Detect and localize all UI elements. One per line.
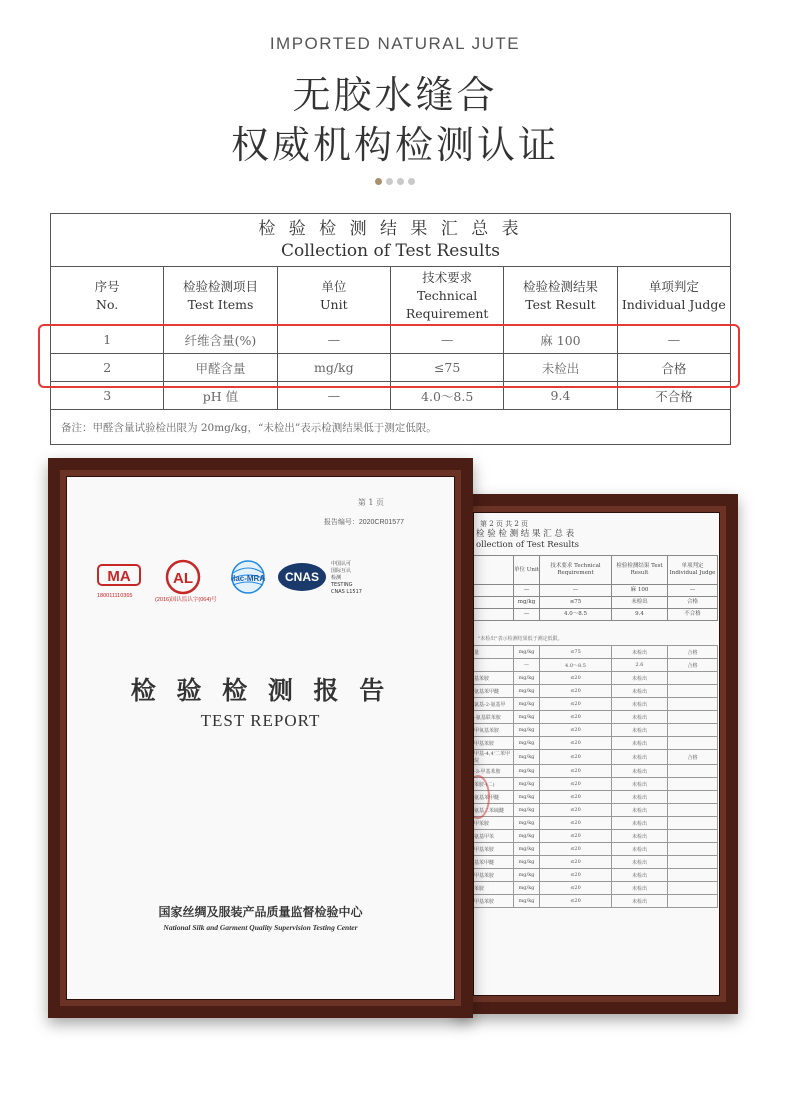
ma-logo-icon (97, 559, 141, 593)
cover-header: 第 1 页 (357, 498, 384, 507)
page2-title-en: ollection of Test Results (476, 540, 580, 550)
page2-detail-cell: ≤20 (540, 830, 612, 843)
table-title (51, 214, 731, 267)
column-header-en: Technical Requirement (405, 288, 489, 321)
page2-detail-cell (668, 685, 718, 698)
page2-detail-cell: 4.0～8.5 (540, 659, 612, 672)
page2-detail-cell: mg/kg (514, 778, 540, 791)
ilac-mra-logo-icon (225, 559, 271, 595)
pagination-dot (397, 178, 404, 185)
page2-detail-cell: 未检出 (612, 817, 668, 830)
page2-detail-cell: 甲基苯胺 (474, 843, 514, 856)
page2-detail-cell: mg/kg (514, 817, 540, 830)
heading-line-1: 无胶水缝合 (292, 73, 498, 117)
ma-caption: 180011110365 (97, 593, 133, 599)
page2-detail-cell: 未检出 (612, 895, 668, 908)
page2-detail-cell: mg/kg (514, 765, 540, 778)
page2-detail-cell: mg/kg (514, 685, 540, 698)
page2-detail-cell: mg/kg (514, 711, 540, 724)
page2-detail-cell (668, 882, 718, 895)
pagination-dots (0, 170, 790, 189)
certification-logos (97, 559, 397, 619)
cnas-text (331, 561, 362, 596)
page2-column-header: 单项判定 Individual Judge (668, 556, 718, 585)
pagination-dot (386, 178, 393, 185)
page2-blank-cell (474, 597, 514, 609)
pagination-dot (408, 178, 415, 185)
column-header (617, 267, 730, 326)
page2-row (474, 585, 718, 597)
table-cell-item: 纤维含量(%) (164, 326, 277, 354)
page2-detail-cell: 甲基-4,4'二苯甲烷 (474, 750, 514, 765)
table-cell-unit: — (277, 382, 390, 410)
page2-detail-cell (668, 895, 718, 908)
page2-detail-row (474, 672, 718, 685)
page2-detail-cell (474, 659, 514, 672)
page2-detail-row (474, 685, 718, 698)
page2-detail-cell: ≤20 (540, 869, 612, 882)
page2-detail-cell: 基苯甲醚 (474, 856, 514, 869)
page2-detail-row (474, 817, 718, 830)
table-cell-judge: 不合格 (617, 382, 730, 410)
page2-cell: — (514, 609, 540, 621)
page2-detail-cell (668, 804, 718, 817)
page2-detail-cell (668, 843, 718, 856)
page2-header-row (474, 556, 718, 585)
page2-detail-cell: 未检出 (612, 724, 668, 737)
page2-detail-cell: 未检出 (612, 778, 668, 791)
page2-row (474, 597, 718, 609)
page2-detail-cell: ≤20 (540, 711, 612, 724)
page2-detail-cell: 甲氧基苯胺 (474, 724, 514, 737)
page2-blank-cell (474, 556, 514, 585)
page2-detail-cell: 苯胺-(二) (474, 778, 514, 791)
frame-page-2 (455, 494, 738, 1014)
page2-detail-table (473, 645, 718, 908)
page2-detail-cell: 未检出 (612, 737, 668, 750)
cover-title-cn: 检 验 检 测 报 告 (130, 676, 391, 705)
column-header (390, 267, 503, 326)
cal-logo-icon (159, 559, 207, 595)
page2-detail-row (474, 765, 718, 778)
page2-detail-cell: ≤20 (540, 737, 612, 750)
table-cell-req: ≤75 (390, 354, 503, 382)
page2-detail-cell: ≤20 (540, 843, 612, 856)
page2-detail-cell: -氨基联苯胺 (474, 711, 514, 724)
column-header-en: Test Result (525, 297, 596, 312)
page2-detail-cell: 氨基苯甲醚 (474, 685, 514, 698)
page2-cell: — (514, 585, 540, 597)
page2-detail-cell: ≤20 (540, 895, 612, 908)
page2-detail-cell: ≤20 (540, 817, 612, 830)
page2-detail-cell: 未检出 (612, 856, 668, 869)
heading-line-2: 权威机构检测认证 (230, 123, 559, 167)
page2-detail-cell: ≤20 (540, 882, 612, 895)
page2-blank-cell (474, 609, 514, 621)
page2-detail-cell: ≤20 (540, 724, 612, 737)
page2-detail-cell: mg/kg (514, 869, 540, 882)
svg-text:ilac-MRA: ilac-MRA (230, 574, 266, 583)
table-cell-unit: — (277, 326, 390, 354)
cnas-text-line: 检测 (331, 575, 342, 581)
report-number: 报告编号：2020CR01577 (323, 519, 404, 526)
cal-caption: (2016)国认监认字(064)号 (155, 597, 217, 603)
page2-cell: ≤75 (540, 597, 612, 609)
page2-detail-cell (668, 698, 718, 711)
page2-cell: 合格 (668, 597, 718, 609)
page2-detail-cell: ≤75 (540, 646, 612, 659)
page2-detail-cell: 合格 (668, 646, 718, 659)
page2-detail-row (474, 659, 718, 672)
page2-detail-cell: mg/kg (514, 856, 540, 869)
page2-detail-cell: mg/kg (514, 882, 540, 895)
page2-title (476, 529, 596, 551)
page2-detail-cell: ≤20 (540, 791, 612, 804)
page2-detail-cell (668, 869, 718, 882)
page2-detail-cell: mg/kg (514, 750, 540, 765)
page2-detail-cell: 未检出 (612, 750, 668, 765)
page2-detail-cell: ≤20 (540, 672, 612, 685)
page2-column-header: 技术要求 Technical Requirement (540, 556, 612, 585)
page2-detail-row (474, 646, 718, 659)
page2-cell: mg/kg (514, 597, 540, 609)
column-header-cn: 单项判定 (648, 279, 699, 294)
page2-detail-cell: ≤20 (540, 765, 612, 778)
column-header-cn: 检验检测结果 (522, 279, 598, 294)
cover-title-en: TEST REPORT (200, 711, 321, 730)
column-header-cn: 序号 (94, 279, 120, 294)
table-cell-result: 未检出 (504, 354, 617, 382)
page2-detail-cell: 苯胺 (474, 882, 514, 895)
page2-detail-cell: — (514, 659, 540, 672)
subtitle-en: IMPORTED NATURAL JUTE (269, 34, 521, 53)
page2-detail-cell: mg/kg (514, 843, 540, 856)
page2-detail-cell: ≤20 (540, 804, 612, 817)
page2-detail-row (474, 778, 718, 791)
page2-column-header: 检验检测结果 Test Result (612, 556, 668, 585)
page2-detail-cell: mg/kg (514, 724, 540, 737)
page2-detail-cell: 未检出 (612, 804, 668, 817)
page2-summary-table (473, 555, 718, 621)
page2-detail-cell: 基苯胺 (474, 672, 514, 685)
table-cell-no: 1 (51, 326, 164, 354)
page2-detail-cell (668, 778, 718, 791)
page2-detail-cell: 量 (474, 646, 514, 659)
page2-detail-cell: 甲基苯胺 (474, 737, 514, 750)
page2-detail-row (474, 737, 718, 750)
page2-detail-cell: 未检出 (612, 830, 668, 843)
report-page-2 (473, 512, 720, 996)
column-header (504, 267, 617, 326)
frame-report-cover (48, 458, 473, 1018)
page2-detail-cell: 未检出 (612, 843, 668, 856)
cnas-text-line: CNAS L1517 (331, 589, 362, 595)
table-cell-result: 9.4 (504, 382, 617, 410)
page2-detail-cell: 甲基苯胺 (474, 869, 514, 882)
pagination-dot (375, 178, 382, 185)
page2-detail-cell: 氨基二苯硫醚 (474, 804, 514, 817)
page2-detail-cell (668, 672, 718, 685)
page2-detail-cell (668, 737, 718, 750)
highlight-box (38, 324, 740, 388)
page2-detail-row (474, 856, 718, 869)
page2-detail-row (474, 750, 718, 765)
cnas-text-line: 国际互认 (331, 568, 352, 574)
page2-row (474, 609, 718, 621)
page2-cell: 未检出 (612, 597, 668, 609)
report-cover (66, 476, 455, 1000)
table-cell-no: 2 (51, 354, 164, 382)
page2-cell: 麻 100 (612, 585, 668, 597)
page2-column-header: 单位 Unit (514, 556, 540, 585)
column-header (164, 267, 277, 326)
page-number: 第 2 页 共 2 页 (480, 520, 529, 528)
page2-detail-row (474, 804, 718, 817)
column-header-en: No. (96, 297, 119, 312)
page2-detail-cell: 合格 (668, 750, 718, 765)
page2-detail-cell: 氨基甲苯 (474, 830, 514, 843)
page2-detail-cell: 甲基苯胺 (474, 895, 514, 908)
page2-detail-row (474, 724, 718, 737)
page2-detail-row (474, 698, 718, 711)
page2-detail-row (474, 843, 718, 856)
page2-detail-cell: 合格 (668, 659, 718, 672)
page2-detail-cell: -3-甲基苯胺 (474, 765, 514, 778)
page2-detail-cell: mg/kg (514, 830, 540, 843)
table-cell-req: 4.0～8.5 (390, 382, 503, 410)
page2-detail-row (474, 830, 718, 843)
page2-detail-cell: 氯基-2-氨基甲 (474, 698, 514, 711)
cnas-text-line: 中国认可 (331, 561, 352, 567)
page2-cell: — (540, 585, 612, 597)
cnas-logo-icon (277, 559, 327, 595)
page2-detail-cell (668, 830, 718, 843)
page2-detail-cell (668, 817, 718, 830)
page2-detail-cell: mg/kg (514, 791, 540, 804)
page2-cell: 不合格 (668, 609, 718, 621)
table-cell-result: 麻 100 (504, 326, 617, 354)
page2-detail-cell (668, 765, 718, 778)
table-cell-unit: mg/kg (277, 354, 390, 382)
page2-detail-cell: mg/kg (514, 672, 540, 685)
column-header (51, 267, 164, 326)
page2-detail-cell: 未检出 (612, 646, 668, 659)
page2-detail-row (474, 882, 718, 895)
page2-detail-cell: ≤20 (540, 856, 612, 869)
page2-detail-cell: 氨基苯甲醚 (474, 791, 514, 804)
page2-detail-cell: 未检出 (612, 765, 668, 778)
page2-detail-cell (668, 724, 718, 737)
cover-org-en: National Silk and Garment Quality Supervision Testing Center (163, 923, 358, 932)
page2-note: "未检出"表示检测结果低于测定低限。 (478, 636, 563, 642)
svg-text:CNAS: CNAS (284, 570, 320, 584)
column-header (277, 267, 390, 326)
page2-detail-cell: ≤20 (540, 750, 612, 765)
page2-detail-cell: mg/kg (514, 737, 540, 750)
page2-detail-row (474, 869, 718, 882)
page2-detail-cell (668, 856, 718, 869)
cnas-text-line: TESTING (331, 582, 353, 588)
page2-detail-cell: 未检出 (612, 711, 668, 724)
page2-detail-cell: ≤20 (540, 685, 612, 698)
column-header-en: Test Items (187, 297, 254, 312)
page2-detail-cell (668, 711, 718, 724)
page2-detail-row (474, 791, 718, 804)
page2-detail-cell: mg/kg (514, 895, 540, 908)
page2-detail-row (474, 711, 718, 724)
page2-detail-cell: 未检出 (612, 869, 668, 882)
table-cell-item: pH 值 (164, 382, 277, 410)
column-header-cn: 单位 (321, 279, 347, 294)
table-cell-req: — (390, 326, 503, 354)
page2-detail-cell: 未检出 (612, 685, 668, 698)
page2-detail-cell: mg/kg (514, 804, 540, 817)
table-title-en: Collection of Test Results (280, 241, 501, 261)
table-header-row (51, 267, 731, 326)
page2-detail-row (474, 895, 718, 908)
page2-detail-cell: 未检出 (612, 791, 668, 804)
table-cell-judge: — (617, 326, 730, 354)
table-cell-judge: 合格 (617, 354, 730, 382)
column-header-cn: 技术要求 (422, 270, 473, 285)
page2-detail-cell: 未检出 (612, 698, 668, 711)
cover-org-cn: 国家丝绸及服装产品质量监督检验中心 (158, 905, 363, 919)
page2-detail-cell: ≤20 (540, 698, 612, 711)
page2-detail-cell: mg/kg (514, 698, 540, 711)
column-header-en: Individual Judge (621, 297, 726, 312)
page2-detail-cell: 未检出 (612, 672, 668, 685)
table-cell-no: 3 (51, 382, 164, 410)
svg-text:MA: MA (107, 568, 131, 585)
table-cell-item: 甲醛含量 (164, 354, 277, 382)
page2-blank-cell (474, 585, 514, 597)
page2-title-cn: 检 验 检 测 结 果 汇 总 表 (476, 529, 575, 539)
table-title-cn: 检 验 检 测 结 果 汇 总 表 (258, 219, 523, 239)
page2-cell: 9.4 (612, 609, 668, 621)
table-note: 备注：甲醛含量试验检出限为 20mg/kg，“未检出”表示检测结果低于测定低限。 (51, 410, 731, 445)
column-header-cn: 检验检测项目 (182, 279, 258, 294)
page2-detail-cell: mg/kg (514, 646, 540, 659)
page2-detail-cell: ≤20 (540, 778, 612, 791)
page2-detail-cell: 未检出 (612, 882, 668, 895)
page2-detail-cell: 甲苯胺 (474, 817, 514, 830)
page2-detail-cell (668, 791, 718, 804)
page2-detail-cell: 2.6 (612, 659, 668, 672)
svg-text:AL: AL (173, 570, 193, 587)
page2-cell: 4.0～8.5 (540, 609, 612, 621)
column-header-en: Unit (320, 297, 348, 312)
page2-cell: — (668, 585, 718, 597)
